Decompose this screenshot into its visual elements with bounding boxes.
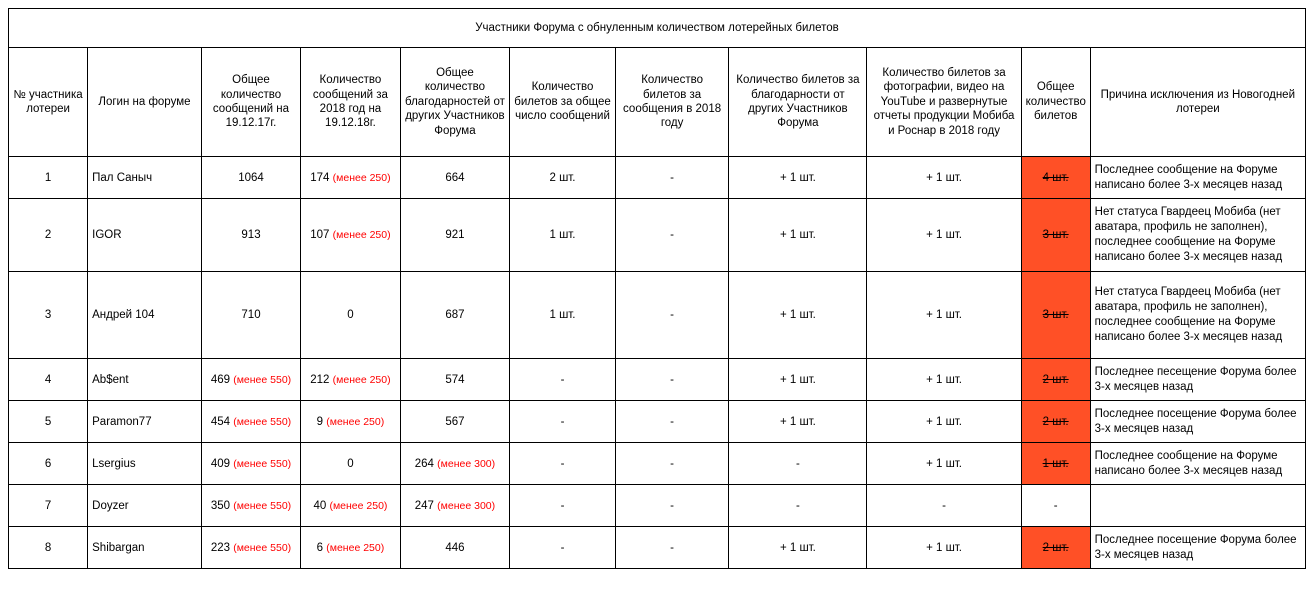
cell-exclusion-reason: Последнее сообщение на Форуме написано более 3-х месяцев назад xyxy=(1090,443,1305,485)
value-messages-2018: 40 xyxy=(313,499,327,512)
cell-tickets-2018: - xyxy=(615,359,729,401)
cell-forum-login: Ab$ent xyxy=(88,359,202,401)
cell-total-messages xyxy=(201,272,300,359)
cell-thanks xyxy=(400,443,510,485)
cell-messages-2018 xyxy=(301,272,400,359)
cell-total-tickets xyxy=(1021,443,1090,485)
note-total-messages: (менее 550) xyxy=(233,499,292,512)
column-header-tickets-for-messages: Количество билетов за общее число сообщений xyxy=(510,48,616,157)
cell-forum-login: Paramon77 xyxy=(88,401,202,443)
column-header-tickets-for-2018-messages: Количество билетов за сообщения в 2018 году xyxy=(615,48,729,157)
value-total-tickets: - xyxy=(1053,499,1058,512)
cell-total-tickets xyxy=(1021,272,1090,359)
value-thanks: 664 xyxy=(445,171,465,184)
value-total-messages: 469 xyxy=(210,373,230,386)
cell-messages-2018 xyxy=(301,401,400,443)
cell-tickets-media: + 1 шт. xyxy=(867,443,1021,485)
value-total-messages: 710 xyxy=(241,309,261,321)
cell-tickets-2018: - xyxy=(615,401,729,443)
cell-tickets-messages: 1 шт. xyxy=(510,272,616,359)
table-row xyxy=(9,527,1306,569)
cell-tickets-messages: 2 шт. xyxy=(510,157,616,199)
value-messages-2018: 9 xyxy=(316,415,324,428)
value-thanks: 446 xyxy=(445,541,465,554)
table-row xyxy=(9,485,1306,527)
value-thanks: 264 xyxy=(414,457,434,470)
cell-tickets-thanks: + 1 шт. xyxy=(729,272,867,359)
value-total-tickets: 2 шт. xyxy=(1042,541,1069,554)
column-header-messages-2018: Количество сообщений за 2018 год на 19.12.18г. xyxy=(301,48,400,157)
cell-tickets-thanks: + 1 шт. xyxy=(729,401,867,443)
column-header-total-tickets: Общее количество билетов xyxy=(1021,48,1090,157)
cell-tickets-media: + 1 шт. xyxy=(867,272,1021,359)
value-thanks: 567 xyxy=(445,415,465,428)
table-row xyxy=(9,443,1306,485)
cell-forum-login: Андрей 104 xyxy=(88,272,202,359)
cell-tickets-messages: 1 шт. xyxy=(510,199,616,272)
lottery-exclusion-table xyxy=(8,8,1306,569)
cell-tickets-media: + 1 шт. xyxy=(867,359,1021,401)
cell-total-messages xyxy=(201,157,300,199)
note-messages-2018: (менее 250) xyxy=(332,373,391,386)
value-thanks: 687 xyxy=(445,309,465,321)
value-total-tickets: 2 шт. xyxy=(1042,415,1069,428)
cell-tickets-media: + 1 шт. xyxy=(867,527,1021,569)
value-messages-2018: 0 xyxy=(347,309,354,321)
cell-participant-number: 6 xyxy=(9,443,88,485)
table-row xyxy=(9,359,1306,401)
value-messages-2018: 212 xyxy=(310,373,330,386)
cell-total-tickets xyxy=(1021,359,1090,401)
cell-messages-2018 xyxy=(301,443,400,485)
value-thanks: 574 xyxy=(445,373,465,386)
cell-messages-2018 xyxy=(301,199,400,272)
cell-participant-number: 1 xyxy=(9,157,88,199)
cell-forum-login: IGOR xyxy=(88,199,202,272)
cell-messages-2018 xyxy=(301,359,400,401)
cell-messages-2018 xyxy=(301,527,400,569)
cell-tickets-thanks: - xyxy=(729,443,867,485)
value-messages-2018: 6 xyxy=(316,541,324,554)
cell-tickets-thanks: + 1 шт. xyxy=(729,359,867,401)
cell-total-tickets xyxy=(1021,157,1090,199)
value-total-messages: 1064 xyxy=(238,171,264,184)
cell-participant-number: 4 xyxy=(9,359,88,401)
note-total-messages: (менее 550) xyxy=(233,541,292,554)
cell-participant-number: 2 xyxy=(9,199,88,272)
cell-tickets-messages: - xyxy=(510,485,616,527)
cell-forum-login: Пал Саныч xyxy=(88,157,202,199)
cell-tickets-thanks: + 1 шт. xyxy=(729,199,867,272)
value-messages-2018: 174 xyxy=(310,171,330,184)
cell-total-messages xyxy=(201,199,300,272)
column-header-total-messages: Общее количество сообщений на 19.12.17г. xyxy=(201,48,300,157)
cell-exclusion-reason xyxy=(1090,485,1305,527)
value-thanks: 247 xyxy=(414,499,434,512)
note-total-messages: (менее 550) xyxy=(233,373,292,386)
value-total-messages: 913 xyxy=(241,229,261,241)
cell-messages-2018 xyxy=(301,485,400,527)
cell-forum-login: Lsergius xyxy=(88,443,202,485)
cell-tickets-messages: - xyxy=(510,443,616,485)
table-row xyxy=(9,199,1306,272)
cell-tickets-media: + 1 шт. xyxy=(867,157,1021,199)
cell-tickets-2018: - xyxy=(615,485,729,527)
cell-total-messages xyxy=(201,401,300,443)
cell-tickets-messages: - xyxy=(510,359,616,401)
spreadsheet-canvas xyxy=(0,8,1316,598)
cell-total-tickets xyxy=(1021,401,1090,443)
cell-thanks xyxy=(400,485,510,527)
value-total-messages: 454 xyxy=(210,415,230,428)
page-title: Участники Форума с обнуленным количеством лотерейных билетов xyxy=(9,9,1306,48)
note-total-messages: (менее 550) xyxy=(233,457,292,470)
cell-total-messages xyxy=(201,527,300,569)
note-messages-2018: (менее 250) xyxy=(332,229,391,241)
note-messages-2018: (менее 250) xyxy=(326,541,385,554)
table-title-row xyxy=(9,9,1306,48)
cell-total-messages xyxy=(201,359,300,401)
column-header-tickets-for-thanks: Количество билетов за благодарности от других Участников Форума xyxy=(729,48,867,157)
cell-total-tickets xyxy=(1021,485,1090,527)
value-total-tickets: 3 шт. xyxy=(1042,229,1069,241)
value-total-tickets: 3 шт. xyxy=(1042,309,1069,321)
value-total-tickets: 1 шт. xyxy=(1042,457,1069,470)
cell-participant-number: 7 xyxy=(9,485,88,527)
cell-thanks xyxy=(400,527,510,569)
cell-tickets-messages: - xyxy=(510,527,616,569)
value-total-tickets: 2 шт. xyxy=(1042,373,1069,386)
column-header-thanks-total: Общее количество благодарностей от других Участников Форума xyxy=(400,48,510,157)
cell-tickets-thanks: + 1 шт. xyxy=(729,157,867,199)
cell-tickets-2018: - xyxy=(615,272,729,359)
cell-tickets-thanks: - xyxy=(729,485,867,527)
cell-forum-login: Doyzer xyxy=(88,485,202,527)
cell-tickets-2018: - xyxy=(615,527,729,569)
cell-thanks xyxy=(400,401,510,443)
cell-total-messages xyxy=(201,485,300,527)
cell-tickets-2018: - xyxy=(615,443,729,485)
cell-tickets-2018: - xyxy=(615,199,729,272)
cell-thanks xyxy=(400,199,510,272)
cell-forum-login: Shibargan xyxy=(88,527,202,569)
cell-participant-number: 5 xyxy=(9,401,88,443)
value-total-messages: 350 xyxy=(210,499,230,512)
cell-exclusion-reason: Последнее сообщение на Форуме написано более 3-х месяцев назад xyxy=(1090,157,1305,199)
cell-total-tickets xyxy=(1021,527,1090,569)
cell-total-messages xyxy=(201,443,300,485)
table-row xyxy=(9,272,1306,359)
cell-total-tickets xyxy=(1021,199,1090,272)
cell-tickets-2018: - xyxy=(615,157,729,199)
cell-tickets-media: - xyxy=(867,485,1021,527)
note-thanks: (менее 300) xyxy=(437,499,496,512)
column-header-participant-number: № участника лотереи xyxy=(9,48,88,157)
note-messages-2018: (менее 250) xyxy=(326,415,385,428)
value-messages-2018: 107 xyxy=(310,229,330,241)
cell-participant-number: 3 xyxy=(9,272,88,359)
table-header-row xyxy=(9,48,1306,157)
column-header-exclusion-reason: Причина исключения из Новогодней лотереи xyxy=(1090,48,1305,157)
cell-thanks xyxy=(400,359,510,401)
table-row xyxy=(9,401,1306,443)
note-thanks: (менее 300) xyxy=(437,457,496,470)
cell-exclusion-reason: Последнее посещение Форума более 3-х месяцев назад xyxy=(1090,401,1305,443)
cell-exclusion-reason: Нет статуса Гвардеец Мобиба (нет аватара, профиль не заполнен), последнее сообщение на Форуме написано более 3-х месяцев назад xyxy=(1090,199,1305,272)
cell-tickets-thanks: + 1 шт. xyxy=(729,527,867,569)
cell-exclusion-reason: Последнее песещение Форума более 3-х месяцев назад xyxy=(1090,359,1305,401)
column-header-tickets-for-media: Количество билетов за фотографии, видео на YouTube и развернутые отчеты продукции Мобиба и Роснар в 2018 году xyxy=(867,48,1021,157)
cell-tickets-media: + 1 шт. xyxy=(867,199,1021,272)
table-body xyxy=(9,157,1306,569)
cell-thanks xyxy=(400,272,510,359)
cell-exclusion-reason: Последнее посещение Форума более 3-х месяцев назад xyxy=(1090,527,1305,569)
cell-participant-number: 8 xyxy=(9,527,88,569)
value-messages-2018: 0 xyxy=(347,457,354,470)
column-header-forum-login: Логин на форуме xyxy=(88,48,202,157)
cell-messages-2018 xyxy=(301,157,400,199)
value-thanks: 921 xyxy=(445,229,465,241)
note-messages-2018: (менее 250) xyxy=(332,171,391,184)
value-total-tickets: 4 шт. xyxy=(1042,171,1069,184)
note-total-messages: (менее 550) xyxy=(233,415,292,428)
value-total-messages: 409 xyxy=(210,457,230,470)
value-total-messages: 223 xyxy=(210,541,230,554)
cell-tickets-messages: - xyxy=(510,401,616,443)
cell-thanks xyxy=(400,157,510,199)
cell-tickets-media: + 1 шт. xyxy=(867,401,1021,443)
table-row xyxy=(9,157,1306,199)
note-messages-2018: (менее 250) xyxy=(329,499,388,512)
cell-exclusion-reason: Нет статуса Гвардеец Мобиба (нет аватара, профиль не заполнен), последнее сообщение на Форуме написано более 3-х месяцев назад xyxy=(1090,272,1305,359)
